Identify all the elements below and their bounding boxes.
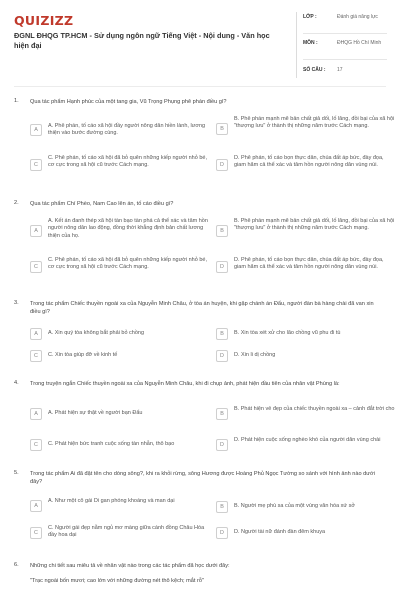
question-text: Trong tác phẩm Chiếc thuyền ngoài xa của Nguyễn Minh Châu, ở tòa án huyện, khi gặp chánh án Đẩu, người đàn bà hàng chài đã van xin điều gì?	[30, 301, 374, 315]
option-text: B. Phát hiện vẻ đẹp của chiếc thuyền ngoài xa – cảnh đắt trời cho	[234, 406, 395, 412]
option-text: C. Người gái đẹp nằm ngủ mơ màng giữa cánh đồng Châu Hóa đầy hoa dại	[48, 525, 205, 539]
option-text: C. Xin tòa giúp đỡ về kinh tế	[48, 352, 118, 358]
option-key-badge: A	[30, 408, 42, 420]
count-label: SỐ CÂU :	[303, 67, 326, 73]
meta-line	[303, 59, 387, 60]
subject-value: ĐHQG Hồ Chí Minh	[337, 40, 382, 46]
option-text: D. Người tài nữ đánh đàn đêm khuya	[234, 529, 326, 535]
option-key-badge: B	[216, 328, 228, 340]
option-key-badge: C	[30, 439, 42, 451]
option-key-badge: C	[30, 159, 42, 171]
header-divider	[14, 86, 386, 87]
worksheet-header	[0, 0, 400, 88]
option-text: B. Xin tòa xét xử cho lão chồng vũ phu đi tù	[234, 330, 341, 336]
count-value: 17	[337, 67, 343, 73]
option-key-badge: A	[30, 500, 42, 512]
worksheet-title: ĐGNL ĐHQG TP.HCM - Sử dụng ngôn ngữ Tiếng Việt - Nội dung - Văn học hiện đại	[14, 31, 270, 50]
subject-label: MÔN :	[303, 40, 318, 46]
option-text: C. Phê phán, tố cáo xã hội đã bỏ quên những kiếp người nhỏ bé, cơ cực trong xã hội cũ trước Cách mạng.	[48, 257, 207, 271]
option-key-badge: D	[216, 159, 228, 171]
option-key-badge: B	[216, 225, 228, 237]
question-number: 2.	[14, 200, 19, 206]
option-text: A. Phê phán, tố cáo xã hội đầy người nông dân hiền lành, lương thiện vào bước đường cùng.	[48, 123, 206, 137]
question-quote: "Trạc ngoài bốn mươi; cao lớn với những đường nét thô kệch; mắt rỗ"	[30, 578, 204, 584]
option-key-badge: C	[30, 527, 42, 539]
option-text: B. Người mẹ phù sa của một vùng văn hóa xứ sở	[234, 503, 355, 509]
meta-divider	[296, 12, 297, 78]
question-number: 5.	[14, 470, 19, 476]
option-key-badge: C	[30, 350, 42, 362]
question-text: Qua tác phẩm Chí Phèo, Nam Cao lên án, tố cáo điều gì?	[30, 201, 174, 207]
option-key-badge: D	[216, 439, 228, 451]
option-text: D. Phát hiện cuộc sống nghèo khó của người dân vùng chài	[234, 437, 381, 443]
option-key-badge: A	[30, 225, 42, 237]
question-number: 6.	[14, 562, 19, 568]
option-text: A. Như một cô gái Di gan phóng khoáng và man dại	[48, 498, 175, 504]
option-text: C. Phát hiện bức tranh cuộc sống tàn nhẫn, thô bạo	[48, 441, 175, 447]
class-label: LỚP :	[303, 14, 317, 20]
option-text: B. Phê phán mạnh mẽ bản chất giả dối, lố lăng, đồi bại của xã hội "thượng lưu" ở thành thị những năm trước Cách mạng.	[234, 218, 395, 232]
option-key-badge: B	[216, 123, 228, 135]
option-key-badge: A	[30, 124, 42, 136]
option-key-badge: B	[216, 501, 228, 513]
question-number: 4.	[14, 380, 19, 386]
option-key-badge: A	[30, 328, 42, 340]
option-key-badge: D	[216, 261, 228, 273]
quizizz-logo: QUIZIZZ	[14, 13, 74, 28]
question-text: Qua tác phẩm Hạnh phúc của một tang gia, Vũ Trọng Phụng phê phán điều gì?	[30, 99, 227, 105]
question-number: 1.	[14, 98, 19, 104]
option-text: A. Xin quý tòa không bắt phải bỏ chồng	[48, 330, 145, 336]
meta-line	[303, 33, 387, 34]
option-key-badge: D	[216, 527, 228, 539]
question-text: Trong truyện ngắn Chiếc thuyền ngoài xa của Nguyễn Minh Châu, khi đi chụp ảnh, phát hiện đầu tiên của nhân vật Phùng là:	[30, 381, 340, 387]
option-text: D. Phê phán, tố cáo bọn thực dân, chúa đất áp bức, đày đọa, giam hãm cả thể xác và tâm hồn người nông dân vùng núi.	[234, 155, 384, 169]
option-key-badge: C	[30, 261, 42, 273]
question-text: Trong tác phẩm Ai đã đặt tên cho dòng sông?, khi ra khỏi rừng, sông Hương được Hoàng Phủ Ngọc Tường so sánh với hình ảnh nào dưới đây?	[30, 471, 375, 485]
option-key-badge: B	[216, 408, 228, 420]
option-text: B. Phê phán mạnh mẽ bản chất giả dối, lố lăng, đồi bại của xã hội "thượng lưu" ở thành thị những năm trước Cách mạng.	[234, 116, 395, 130]
question-number: 3.	[14, 300, 19, 306]
class-value: Đánh giá năng lực	[337, 14, 378, 20]
option-text: A. Phát hiện sự thật về người bạn Đẩu	[48, 410, 143, 416]
option-text: D. Xin li dị chồng	[234, 352, 276, 358]
option-text: D. Phê phán, tố cáo bọn thực dân, chúa đất áp bức, đày đọa, giam hãm cả thể xác và tâm hồn người nông dân vùng núi.	[234, 257, 384, 271]
option-key-badge: D	[216, 350, 228, 362]
option-text: C. Phê phán, tố cáo xã hội đã bỏ quên những kiếp người nhỏ bé, cơ cực trong xã hội cũ trước Cách mạng.	[48, 155, 207, 169]
question-text: Những chi tiết sau miêu tả về nhân vật nào trong các tác phẩm đã học dưới đây:	[30, 563, 230, 569]
option-text: A. Kết án đanh thép xã hội tàn bạo tàn phá cả thể xác và tâm hồn người nông dân lao động, đồng thời khẳng định bản chất lương thiện của họ.	[48, 218, 208, 239]
